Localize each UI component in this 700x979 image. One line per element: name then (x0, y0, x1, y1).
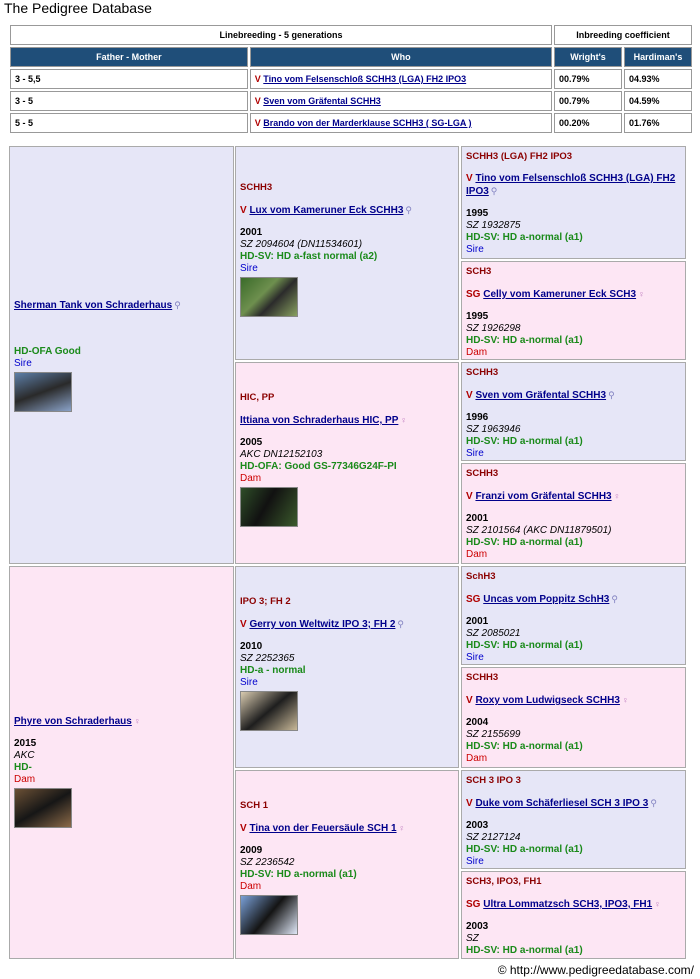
linebreeding-table (8, 23, 694, 135)
rating: V (254, 74, 261, 84)
table-row (10, 69, 692, 89)
female-icon: ♀ (133, 716, 141, 726)
pedigree-g2-sire-1 (235, 146, 459, 360)
titles: SCH3 (466, 266, 492, 277)
rating: V (466, 390, 473, 401)
year: 2004 (466, 717, 489, 728)
titles: SCH3, IPO3, FH1 (466, 876, 542, 887)
role: Dam (466, 549, 488, 560)
hardiman-value: 04.93% (624, 69, 692, 89)
male-icon: ⚲ (608, 390, 615, 400)
rating: V (466, 695, 473, 706)
registration: SZ 2094604 (DN11534601) (240, 239, 363, 250)
linebreeding-title: Linebreeding - 5 generations (10, 25, 552, 45)
registration: SZ 1963946 (466, 424, 521, 435)
registration: SZ 1932875 (466, 220, 521, 231)
rating: V (240, 619, 247, 630)
registration: SZ 2127124 (466, 832, 521, 843)
rating: V (254, 96, 261, 106)
dog-link[interactable]: Lux vom Kameruner Eck SCHH3 (249, 205, 404, 216)
dog-link[interactable]: Sven vom Gräfental SCHH3 (263, 96, 381, 106)
pedigree-g1-sire (9, 146, 234, 564)
year: 2015 (14, 738, 37, 749)
year: 2009 (240, 845, 263, 856)
table-row (10, 91, 692, 111)
male-icon: ⚲ (490, 186, 498, 196)
registration: SZ 1926298 (466, 323, 521, 334)
female-icon: ♀ (613, 491, 621, 501)
role: Sire (466, 652, 484, 663)
female-icon: ♀ (654, 899, 661, 909)
fm-value: 3 - 5 (10, 91, 248, 111)
pedigree-g2-dam-1 (235, 362, 459, 564)
col-who: Who (250, 47, 552, 67)
dog-photo (240, 277, 298, 317)
dog-link[interactable]: Roxy vom Ludwigseck SCHH3 (475, 695, 620, 706)
pedigree-g1-dam (9, 566, 234, 959)
year: 2001 (240, 227, 263, 238)
rating: SG (466, 594, 481, 605)
male-icon: ⚲ (611, 594, 618, 604)
health: HD-SV: HD a-normal (a1) (466, 741, 583, 752)
female-icon: ♀ (400, 415, 408, 425)
health: HD-SV: HD a-normal (a1) (466, 232, 583, 243)
dog-link[interactable]: Franzi vom Gräfental SCHH3 (475, 491, 612, 502)
hardiman-value: 04.59% (624, 91, 692, 111)
health: HD-SV: HD a-normal (a1) (466, 844, 583, 855)
dog-link[interactable]: Sven vom Gräfental SCHH3 (475, 390, 607, 401)
role: Dam (466, 753, 488, 764)
year: 1995 (466, 311, 489, 322)
health: HD-SV: HD a-normal (a1) (466, 335, 583, 346)
role: Sire (240, 263, 258, 274)
dog-photo (240, 487, 298, 527)
health: HD-SV: HD a-normal (a1) (466, 537, 583, 548)
health: HD-OFA: Good GS-77346G24F-PI (240, 461, 397, 472)
rating: SG (466, 289, 481, 300)
pedigree-g3-5 (461, 566, 686, 665)
male-icon: ⚲ (405, 205, 412, 215)
dog-link[interactable]: Ultra Lommatzsch SCH3, IPO3, FH1 (483, 899, 653, 910)
pedigree-g3-4 (461, 463, 686, 564)
female-icon: ♀ (638, 289, 645, 299)
pedigree-g3-6 (461, 667, 686, 768)
col-father-mother: Father - Mother (10, 47, 248, 67)
role: Sire (466, 448, 484, 459)
inbreeding-title: Inbreeding coefficient (554, 25, 692, 45)
health: HD-a - normal (240, 665, 306, 676)
health: HD-SV: HD a-normal (a1) (466, 436, 583, 447)
rating: V (254, 118, 261, 128)
year: 2003 (466, 921, 489, 932)
fm-value: 5 - 5 (10, 113, 248, 133)
dog-link[interactable]: Tina von der Feuersäule SCH 1 (249, 823, 397, 834)
titles: SCHH3 (466, 672, 499, 683)
rating: V (240, 823, 247, 834)
pedigree-g3-1 (461, 146, 686, 259)
pedigree-g3-3 (461, 362, 686, 461)
pedigree-g3-8 (461, 871, 686, 959)
dog-link[interactable]: Gerry von Weltwitz IPO 3; FH 2 (249, 619, 396, 630)
dog-photo (14, 372, 72, 412)
dog-photo (240, 895, 298, 935)
year: 1996 (466, 412, 489, 423)
dog-link[interactable]: Tino vom Felsenschloß SCHH3 (LGA) FH2 IPO3 (466, 173, 676, 197)
registration: SZ 2236542 (240, 857, 295, 868)
site-title: The Pedigree Database (4, 0, 152, 16)
male-icon: ⚲ (174, 300, 181, 310)
titles: SchH3 (466, 571, 496, 582)
year: 1995 (466, 208, 489, 219)
registration: SZ 2101564 (AKC DN11879501) (466, 525, 612, 536)
rating: V (466, 798, 473, 809)
role: Sire (14, 358, 32, 369)
wright-value: 00.79% (554, 69, 622, 89)
table-row (10, 113, 692, 133)
dog-link[interactable]: Phyre von Schraderhaus (14, 716, 132, 727)
dog-link[interactable]: Uncas vom Poppitz SchH3 (483, 594, 610, 605)
role: Sire (466, 856, 484, 867)
rating: V (466, 491, 473, 502)
role: Dam (14, 774, 36, 785)
role: Dam (240, 473, 262, 484)
footer-copyright: © http://www.pedigreedatabase.com/ (497, 963, 694, 977)
dog-link[interactable]: Tino vom Felsenschloß SCHH3 (LGA) FH2 IPO3 (263, 74, 467, 84)
col-wright: Wright's (554, 47, 622, 67)
registration: SZ 2252365 (240, 653, 295, 664)
year: 2001 (466, 616, 489, 627)
dog-link[interactable]: Brando von der Marderklause SCHH3 ( SG-LGA ) (263, 118, 472, 128)
dog-link[interactable]: Duke vom Schäferliesel SCH 3 IPO 3 (475, 798, 649, 809)
female-icon: ♀ (621, 695, 629, 705)
pedigree-g2-sire-2 (235, 566, 459, 768)
rating: V (240, 205, 247, 216)
wright-value: 00.20% (554, 113, 622, 133)
health: HD-SV: HD a-normal (a1) (466, 945, 583, 956)
year: 2010 (240, 641, 263, 652)
male-icon: ⚲ (397, 619, 405, 629)
fm-value: 3 - 5,5 (10, 69, 248, 89)
health: HD-OFA Good (14, 346, 81, 357)
registration: SZ 2085021 (466, 628, 521, 639)
pedigree-g3-7 (461, 770, 686, 869)
health: HD-SV: HD a-normal (a1) (466, 640, 583, 651)
dog-link[interactable]: Ittiana von Schraderhaus HIC, PP (240, 415, 399, 426)
titles: SCH 3 IPO 3 (466, 775, 521, 786)
rating: V (466, 173, 473, 184)
health: HD-SV: HD a-normal (a1) (240, 869, 357, 880)
dog-photo (240, 691, 298, 731)
titles: SCHH3 (466, 367, 499, 378)
titles: HIC, PP (240, 392, 275, 403)
titles: SCHH3 (466, 468, 499, 479)
registration: AKC DN12152103 (240, 449, 323, 460)
health: HD-SV: HD a-fast normal (a2) (240, 251, 378, 262)
year: 2005 (240, 437, 263, 448)
registration: SZ 2155699 (466, 729, 521, 740)
titles: IPO 3; FH 2 (240, 596, 291, 607)
rating: SG (466, 899, 481, 910)
registration: AKC (14, 750, 35, 761)
col-hardiman: Hardiman's (624, 47, 692, 67)
year: 2003 (466, 820, 489, 831)
pedigree-g2-dam-2 (235, 770, 459, 959)
dog-link[interactable]: Sherman Tank von Schraderhaus (14, 300, 173, 311)
titles: SCHH3 (LGA) FH2 IPO3 (466, 151, 573, 162)
registration: SZ (466, 933, 479, 944)
dog-link[interactable]: Celly vom Kameruner Eck SCH3 (483, 289, 637, 300)
health: HD- (14, 762, 32, 773)
titles: SCH 1 (240, 800, 268, 811)
role: Dam (466, 347, 488, 358)
male-icon: ⚲ (650, 798, 657, 808)
year: 2001 (466, 513, 489, 524)
role: Sire (466, 244, 484, 255)
titles: SCHH3 (240, 182, 273, 193)
wright-value: 00.79% (554, 91, 622, 111)
female-icon: ♀ (398, 823, 406, 833)
dog-photo (14, 788, 72, 828)
hardiman-value: 01.76% (624, 113, 692, 133)
pedigree-g3-2 (461, 261, 686, 360)
role: Dam (240, 881, 262, 892)
role: Sire (240, 677, 258, 688)
